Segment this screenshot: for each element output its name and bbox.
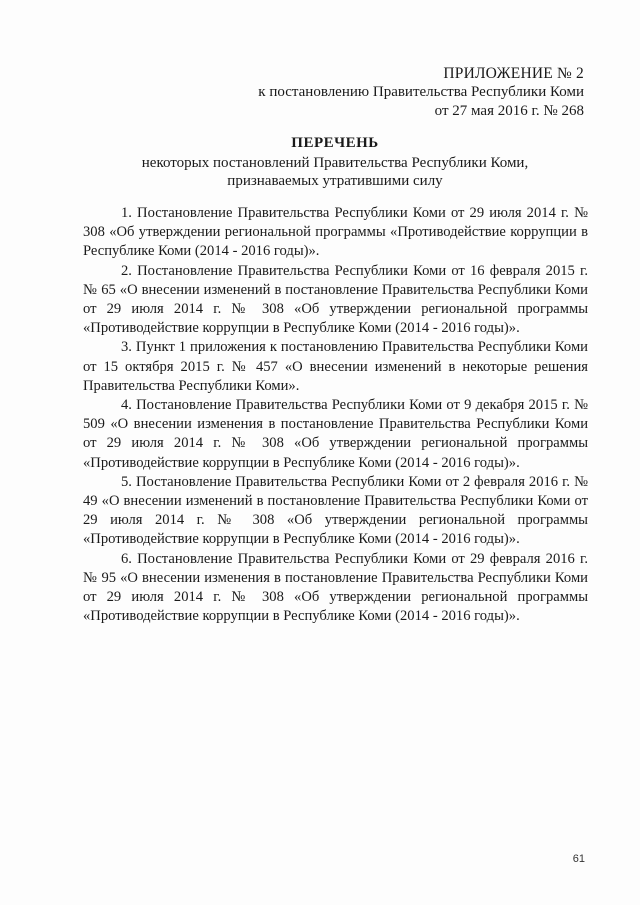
document-subtitle-line1: некоторых постановлений Правительства Республики Коми, xyxy=(141,155,529,171)
document-title-block xyxy=(80,134,590,190)
appendix-reference-line1: к постановлению Правительства Республики Коми xyxy=(258,84,584,100)
document-subtitle-line2: признаваемых утратившими силу xyxy=(227,173,443,189)
appendix-reference-line2: от 27 мая 2016 г. № 268 xyxy=(434,103,584,119)
list-item: 2. Постановление Правительства Республики Коми от 16 февраля 2015 г. № 65 «О внесении изменений в постановление Правительства Республики Коми от 29 июля 2014 г. № 308 «Об утверждении региональной программы «Противодействие коррупции в Республике Коми (2014 - 2016 годы)». xyxy=(83,262,588,337)
list-item: 3. Пункт 1 приложения к постановлению Правительства Республики Коми от 15 октября 2015 г. № 457 «О внесении изменений в некоторые решения Правительства Республики Коми». xyxy=(83,339,588,394)
list-item: 1. Постановление Правительства Республики Коми от 29 июля 2014 г. № 308 «Об утверждении региональной программы «Противодействие коррупции в Республике Коми (2014 - 2016 годы)». xyxy=(83,205,588,260)
list-item: 6. Постановление Правительства Республики Коми от 29 февраля 2016 г. № 95 «О внесении изменения в постановление Правительства Республики Коми от 29 июля 2014 г. № 308 «Об утверждении региональной программы «Противодействие коррупции в Республике Коми (2014 - 2016 годы)». xyxy=(83,550,588,625)
page-number: 61 xyxy=(572,853,585,865)
document-title: ПЕРЕЧЕНЬ xyxy=(291,135,379,151)
list-item: 5. Постановление Правительства Республики Коми от 2 февраля 2016 г. № 49 «О внесении изменений в постановление Правительства Республики Коми от 29 июля 2014 г. № 308 «Об утверждении региональной программы «Противодействие коррупции в Республике Коми (2014 - 2016 годы)». xyxy=(83,473,588,548)
appendix-title: ПРИЛОЖЕНИЕ № 2 xyxy=(443,65,584,82)
list-item: 4. Постановление Правительства Республики Коми от 9 декабря 2015 г. № 509 «О внесении изменения в постановление Правительства Республики Коми от 29 июля 2014 г. № 308 «Об утверждении региональной программы «Противодействие коррупции в Республике Коми (2014 - 2016 годы)». xyxy=(83,397,588,471)
appendix-header xyxy=(258,64,584,121)
document-list xyxy=(83,204,588,626)
